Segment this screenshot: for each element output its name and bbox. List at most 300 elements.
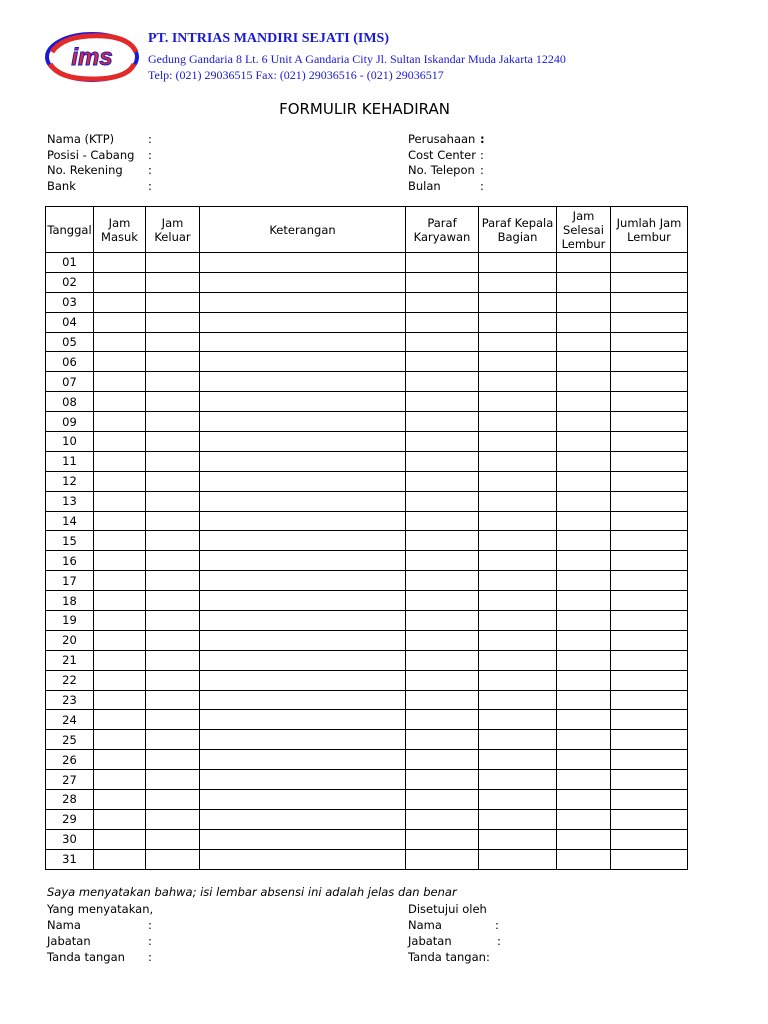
jam-masuk-cell[interactable]	[94, 611, 146, 631]
day-cell: 21	[46, 650, 94, 670]
paraf-kepala-cell[interactable]	[479, 451, 557, 471]
info-label-cost-center: Cost Center	[408, 148, 476, 162]
table-row	[46, 332, 688, 352]
jam-masuk-cell[interactable]	[94, 511, 146, 531]
info-colon: :	[148, 132, 152, 146]
jumlah-jam-cell[interactable]	[611, 253, 688, 273]
sign-label-tanda-tangan: Tanda tangan	[47, 950, 125, 964]
table-row	[46, 690, 688, 710]
keterangan-cell[interactable]	[200, 770, 406, 790]
keterangan-cell[interactable]	[200, 630, 406, 650]
jumlah-jam-cell[interactable]	[611, 471, 688, 491]
day-cell: 02	[46, 272, 94, 292]
paraf-karyawan-cell[interactable]	[406, 412, 479, 432]
jam-keluar-cell[interactable]	[146, 551, 200, 571]
paraf-kepala-cell[interactable]	[479, 730, 557, 750]
jam-masuk-cell[interactable]	[94, 451, 146, 471]
sign-colon: :	[148, 934, 152, 948]
jam-masuk-cell[interactable]	[94, 432, 146, 452]
day-cell: 06	[46, 352, 94, 372]
jam-masuk-cell[interactable]	[94, 531, 146, 551]
jam-keluar-cell[interactable]	[146, 491, 200, 511]
keterangan-cell[interactable]	[200, 809, 406, 829]
table-row	[46, 710, 688, 730]
jam-keluar-cell[interactable]	[146, 750, 200, 770]
paraf-karyawan-cell[interactable]	[406, 332, 479, 352]
paraf-karyawan-cell[interactable]	[406, 849, 479, 869]
jam-keluar-cell[interactable]	[146, 412, 200, 432]
day-cell: 26	[46, 750, 94, 770]
keterangan-cell[interactable]	[200, 829, 406, 849]
paraf-kepala-cell[interactable]	[479, 392, 557, 412]
jam-masuk-cell[interactable]	[94, 292, 146, 312]
jam-selesai-cell[interactable]	[557, 451, 611, 471]
jam-masuk-cell[interactable]	[94, 790, 146, 810]
paraf-karyawan-cell[interactable]	[406, 690, 479, 710]
header-paraf-karyawan: Paraf Karyawan	[406, 207, 479, 253]
jam-selesai-cell[interactable]	[557, 511, 611, 531]
paraf-kepala-cell[interactable]	[479, 372, 557, 392]
day-cell: 07	[46, 372, 94, 392]
jam-selesai-cell[interactable]	[557, 690, 611, 710]
jam-keluar-cell[interactable]	[146, 372, 200, 392]
keterangan-cell[interactable]	[200, 332, 406, 352]
jam-keluar-cell[interactable]	[146, 670, 200, 690]
jam-selesai-cell[interactable]	[557, 849, 611, 869]
header-jumlah-jam-lembur: Jumlah Jam Lembur	[611, 207, 688, 253]
paraf-kepala-cell[interactable]	[479, 809, 557, 829]
company-name: PT. INTRIAS MANDIRI SEJATI (IMS)	[148, 31, 390, 46]
jam-keluar-cell[interactable]	[146, 611, 200, 631]
approver-label-tanda-tangan: Tanda tangan:	[408, 950, 490, 964]
jam-masuk-cell[interactable]	[94, 272, 146, 292]
paraf-kepala-cell[interactable]	[479, 551, 557, 571]
paraf-kepala-cell[interactable]	[479, 630, 557, 650]
left-heading: Yang menyatakan,	[47, 902, 154, 916]
jumlah-jam-cell[interactable]	[611, 690, 688, 710]
paraf-karyawan-cell[interactable]	[406, 790, 479, 810]
keterangan-cell[interactable]	[200, 750, 406, 770]
jumlah-jam-cell[interactable]	[611, 292, 688, 312]
day-cell: 14	[46, 511, 94, 531]
day-cell: 12	[46, 471, 94, 491]
day-cell: 03	[46, 292, 94, 312]
paraf-karyawan-cell[interactable]	[406, 770, 479, 790]
jam-keluar-cell[interactable]	[146, 710, 200, 730]
jam-masuk-cell[interactable]	[94, 372, 146, 392]
jam-selesai-cell[interactable]	[557, 352, 611, 372]
jumlah-jam-cell[interactable]	[611, 670, 688, 690]
jumlah-jam-cell[interactable]	[611, 849, 688, 869]
jumlah-jam-cell[interactable]	[611, 312, 688, 332]
jam-keluar-cell[interactable]	[146, 352, 200, 372]
info-label-bulan: Bulan	[408, 179, 441, 193]
keterangan-cell[interactable]	[200, 432, 406, 452]
day-cell: 16	[46, 551, 94, 571]
jumlah-jam-cell[interactable]	[611, 332, 688, 352]
paraf-karyawan-cell[interactable]	[406, 611, 479, 631]
info-colon: :	[480, 163, 484, 177]
jumlah-jam-cell[interactable]	[611, 809, 688, 829]
day-cell: 31	[46, 849, 94, 869]
paraf-kepala-cell[interactable]	[479, 292, 557, 312]
approver-colon: :	[495, 918, 499, 932]
keterangan-cell[interactable]	[200, 790, 406, 810]
table-row	[46, 650, 688, 670]
paraf-kepala-cell[interactable]	[479, 690, 557, 710]
keterangan-cell[interactable]	[200, 491, 406, 511]
jam-selesai-cell[interactable]	[557, 392, 611, 412]
jam-selesai-cell[interactable]	[557, 412, 611, 432]
table-row	[46, 809, 688, 829]
sign-colon: :	[148, 950, 152, 964]
keterangan-cell[interactable]	[200, 611, 406, 631]
jam-keluar-cell[interactable]	[146, 809, 200, 829]
day-cell: 23	[46, 690, 94, 710]
day-cell: 04	[46, 312, 94, 332]
jam-selesai-cell[interactable]	[557, 770, 611, 790]
table-row	[46, 630, 688, 650]
keterangan-cell[interactable]	[200, 392, 406, 412]
paraf-karyawan-cell[interactable]	[406, 491, 479, 511]
jam-selesai-cell[interactable]	[557, 630, 611, 650]
right-heading: Disetujui oleh	[408, 902, 487, 916]
keterangan-cell[interactable]	[200, 272, 406, 292]
keterangan-cell[interactable]	[200, 710, 406, 730]
approver-label-nama: Nama	[408, 918, 442, 932]
jam-keluar-cell[interactable]	[146, 690, 200, 710]
day-cell: 13	[46, 491, 94, 511]
jam-masuk-cell[interactable]	[94, 253, 146, 273]
jumlah-jam-cell[interactable]	[611, 372, 688, 392]
keterangan-cell[interactable]	[200, 352, 406, 372]
approver-label-jabatan: Jabatan	[408, 934, 452, 948]
sign-label-nama: Nama	[47, 918, 81, 932]
paraf-karyawan-cell[interactable]	[406, 670, 479, 690]
jam-keluar-cell[interactable]	[146, 849, 200, 869]
jam-selesai-cell[interactable]	[557, 253, 611, 273]
keterangan-cell[interactable]	[200, 312, 406, 332]
day-cell: 18	[46, 591, 94, 611]
jam-masuk-cell[interactable]	[94, 690, 146, 710]
keterangan-cell[interactable]	[200, 571, 406, 591]
paraf-karyawan-cell[interactable]	[406, 710, 479, 730]
jam-selesai-cell[interactable]	[557, 790, 611, 810]
jam-keluar-cell[interactable]	[146, 571, 200, 591]
jam-selesai-cell[interactable]	[557, 710, 611, 730]
keterangan-cell[interactable]	[200, 690, 406, 710]
jam-selesai-cell[interactable]	[557, 432, 611, 452]
jam-keluar-cell[interactable]	[146, 790, 200, 810]
jam-masuk-cell[interactable]	[94, 630, 146, 650]
jumlah-jam-cell[interactable]	[611, 571, 688, 591]
jumlah-jam-cell[interactable]	[611, 352, 688, 372]
jumlah-jam-cell[interactable]	[611, 650, 688, 670]
jam-masuk-cell[interactable]	[94, 332, 146, 352]
header-keterangan: Keterangan	[200, 207, 406, 253]
header-jam-selesai-lembur: Jam Selesai Lembur	[557, 207, 611, 253]
paraf-karyawan-cell[interactable]	[406, 471, 479, 491]
jumlah-jam-cell[interactable]	[611, 750, 688, 770]
jam-selesai-cell[interactable]	[557, 372, 611, 392]
day-cell: 01	[46, 253, 94, 273]
jam-selesai-cell[interactable]	[557, 591, 611, 611]
paraf-kepala-cell[interactable]	[479, 829, 557, 849]
day-cell: 19	[46, 611, 94, 631]
jam-keluar-cell[interactable]	[146, 332, 200, 352]
jam-selesai-cell[interactable]	[557, 312, 611, 332]
table-row	[46, 352, 688, 372]
jumlah-jam-cell[interactable]	[611, 551, 688, 571]
paraf-kepala-cell[interactable]	[479, 611, 557, 631]
day-cell: 28	[46, 790, 94, 810]
jam-masuk-cell[interactable]	[94, 650, 146, 670]
paraf-karyawan-cell[interactable]	[406, 312, 479, 332]
jam-masuk-cell[interactable]	[94, 710, 146, 730]
jam-selesai-cell[interactable]	[557, 332, 611, 352]
day-cell: 17	[46, 571, 94, 591]
jam-selesai-cell[interactable]	[557, 272, 611, 292]
paraf-kepala-cell[interactable]	[479, 332, 557, 352]
paraf-kepala-cell[interactable]	[479, 790, 557, 810]
jam-keluar-cell[interactable]	[146, 432, 200, 452]
jam-selesai-cell[interactable]	[557, 829, 611, 849]
jumlah-jam-cell[interactable]	[611, 491, 688, 511]
jam-selesai-cell[interactable]	[557, 292, 611, 312]
form-title: FORMULIR KEHADIRAN	[279, 100, 450, 118]
jam-masuk-cell[interactable]	[94, 829, 146, 849]
company-address: Gedung Gandaria 8 Lt. 6 Unit A Gandaria City Jl. Sultan Iskandar Muda Jakarta 12240	[148, 52, 566, 66]
table-row	[46, 790, 688, 810]
jumlah-jam-cell[interactable]	[611, 591, 688, 611]
jumlah-jam-cell[interactable]	[611, 272, 688, 292]
paraf-kepala-cell[interactable]	[479, 272, 557, 292]
jam-selesai-cell[interactable]	[557, 571, 611, 591]
paraf-kepala-cell[interactable]	[479, 471, 557, 491]
keterangan-cell[interactable]	[200, 670, 406, 690]
keterangan-cell[interactable]	[200, 511, 406, 531]
keterangan-cell[interactable]	[200, 730, 406, 750]
jam-masuk-cell[interactable]	[94, 849, 146, 869]
paraf-karyawan-cell[interactable]	[406, 829, 479, 849]
jumlah-jam-cell[interactable]	[611, 392, 688, 412]
jam-keluar-cell[interactable]	[146, 531, 200, 551]
jam-selesai-cell[interactable]	[557, 670, 611, 690]
jam-selesai-cell[interactable]	[557, 531, 611, 551]
table-row	[46, 750, 688, 770]
paraf-karyawan-cell[interactable]	[406, 352, 479, 372]
info-label-nama: Nama (KTP)	[47, 132, 115, 146]
jumlah-jam-cell[interactable]	[611, 412, 688, 432]
jam-keluar-cell[interactable]	[146, 591, 200, 611]
jam-keluar-cell[interactable]	[146, 770, 200, 790]
paraf-kepala-cell[interactable]	[479, 352, 557, 372]
jam-keluar-cell[interactable]	[146, 253, 200, 273]
jam-selesai-cell[interactable]	[557, 551, 611, 571]
paraf-karyawan-cell[interactable]	[406, 730, 479, 750]
jumlah-jam-cell[interactable]	[611, 790, 688, 810]
paraf-kepala-cell[interactable]	[479, 571, 557, 591]
paraf-karyawan-cell[interactable]	[406, 571, 479, 591]
jam-masuk-cell[interactable]	[94, 392, 146, 412]
jam-selesai-cell[interactable]	[557, 750, 611, 770]
jam-keluar-cell[interactable]	[146, 730, 200, 750]
paraf-kepala-cell[interactable]	[479, 312, 557, 332]
paraf-kepala-cell[interactable]	[479, 591, 557, 611]
paraf-karyawan-cell[interactable]	[406, 591, 479, 611]
keterangan-cell[interactable]	[200, 451, 406, 471]
paraf-karyawan-cell[interactable]	[406, 650, 479, 670]
jam-keluar-cell[interactable]	[146, 511, 200, 531]
jam-selesai-cell[interactable]	[557, 809, 611, 829]
info-label-posisi: Posisi - Cabang	[47, 148, 135, 162]
paraf-kepala-cell[interactable]	[479, 432, 557, 452]
jumlah-jam-cell[interactable]	[611, 770, 688, 790]
header-paraf-kepala-bagian: Paraf Kepala Bagian	[479, 207, 557, 253]
keterangan-cell[interactable]	[200, 591, 406, 611]
jumlah-jam-cell[interactable]	[611, 829, 688, 849]
jam-masuk-cell[interactable]	[94, 770, 146, 790]
jam-masuk-cell[interactable]	[94, 809, 146, 829]
jam-selesai-cell[interactable]	[557, 730, 611, 750]
jam-masuk-cell[interactable]	[94, 591, 146, 611]
info-label-bank: Bank	[47, 179, 76, 193]
keterangan-cell[interactable]	[200, 471, 406, 491]
table-row	[46, 611, 688, 631]
jam-masuk-cell[interactable]	[94, 750, 146, 770]
table-row	[46, 292, 688, 312]
jam-masuk-cell[interactable]	[94, 730, 146, 750]
jumlah-jam-cell[interactable]	[611, 511, 688, 531]
jam-keluar-cell[interactable]	[146, 312, 200, 332]
day-cell: 22	[46, 670, 94, 690]
jam-masuk-cell[interactable]	[94, 551, 146, 571]
jam-masuk-cell[interactable]	[94, 412, 146, 432]
keterangan-cell[interactable]	[200, 849, 406, 869]
jam-masuk-cell[interactable]	[94, 471, 146, 491]
info-colon: :	[480, 132, 485, 146]
svg-text:ims: ims	[71, 44, 113, 71]
table-row	[46, 551, 688, 571]
paraf-karyawan-cell[interactable]	[406, 531, 479, 551]
header-jam-keluar: Jam Keluar	[146, 207, 200, 253]
jam-selesai-cell[interactable]	[557, 650, 611, 670]
paraf-karyawan-cell[interactable]	[406, 292, 479, 312]
jam-masuk-cell[interactable]	[94, 491, 146, 511]
paraf-karyawan-cell[interactable]	[406, 392, 479, 412]
keterangan-cell[interactable]	[200, 253, 406, 273]
keterangan-cell[interactable]	[200, 292, 406, 312]
jam-keluar-cell[interactable]	[146, 272, 200, 292]
jumlah-jam-cell[interactable]	[611, 730, 688, 750]
paraf-kepala-cell[interactable]	[479, 710, 557, 730]
jam-keluar-cell[interactable]	[146, 630, 200, 650]
jam-keluar-cell[interactable]	[146, 451, 200, 471]
info-colon: :	[480, 179, 484, 193]
attendance-table	[45, 206, 688, 870]
info-label-telepon: No. Telepon	[408, 163, 475, 177]
paraf-karyawan-cell[interactable]	[406, 511, 479, 531]
day-cell: 11	[46, 451, 94, 471]
paraf-kepala-cell[interactable]	[479, 770, 557, 790]
jam-selesai-cell[interactable]	[557, 611, 611, 631]
paraf-kepala-cell[interactable]	[479, 412, 557, 432]
info-label-perusahaan: Perusahaan	[408, 132, 476, 146]
paraf-karyawan-cell[interactable]	[406, 253, 479, 273]
table-row	[46, 312, 688, 332]
paraf-karyawan-cell[interactable]	[406, 630, 479, 650]
jam-masuk-cell[interactable]	[94, 352, 146, 372]
paraf-karyawan-cell[interactable]	[406, 750, 479, 770]
jumlah-jam-cell[interactable]	[611, 432, 688, 452]
paraf-karyawan-cell[interactable]	[406, 372, 479, 392]
keterangan-cell[interactable]	[200, 551, 406, 571]
paraf-karyawan-cell[interactable]	[406, 809, 479, 829]
paraf-kepala-cell[interactable]	[479, 849, 557, 869]
jam-keluar-cell[interactable]	[146, 650, 200, 670]
statement-text: Saya menyatakan bahwa; isi lembar absensi ini adalah jelas dan benar	[47, 885, 457, 899]
table-row	[46, 372, 688, 392]
jam-masuk-cell[interactable]	[94, 670, 146, 690]
table-row	[46, 253, 688, 273]
paraf-kepala-cell[interactable]	[479, 750, 557, 770]
jumlah-jam-cell[interactable]	[611, 451, 688, 471]
jam-masuk-cell[interactable]	[94, 312, 146, 332]
jumlah-jam-cell[interactable]	[611, 630, 688, 650]
keterangan-cell[interactable]	[200, 372, 406, 392]
jam-keluar-cell[interactable]	[146, 471, 200, 491]
info-colon: :	[480, 148, 484, 162]
paraf-kepala-cell[interactable]	[479, 253, 557, 273]
paraf-karyawan-cell[interactable]	[406, 432, 479, 452]
keterangan-cell[interactable]	[200, 650, 406, 670]
table-row	[46, 471, 688, 491]
jam-selesai-cell[interactable]	[557, 471, 611, 491]
table-row	[46, 511, 688, 531]
info-colon: :	[148, 148, 152, 162]
approver-colon: :	[497, 934, 501, 948]
paraf-karyawan-cell[interactable]	[406, 451, 479, 471]
table-row	[46, 432, 688, 452]
info-colon: :	[148, 179, 152, 193]
jumlah-jam-cell[interactable]	[611, 531, 688, 551]
paraf-kepala-cell[interactable]	[479, 650, 557, 670]
keterangan-cell[interactable]	[200, 531, 406, 551]
table-row	[46, 412, 688, 432]
table-row	[46, 730, 688, 750]
day-cell: 05	[46, 332, 94, 352]
table-row	[46, 829, 688, 849]
paraf-kepala-cell[interactable]	[479, 670, 557, 690]
paraf-kepala-cell[interactable]	[479, 491, 557, 511]
day-cell: 25	[46, 730, 94, 750]
paraf-karyawan-cell[interactable]	[406, 551, 479, 571]
paraf-karyawan-cell[interactable]	[406, 272, 479, 292]
keterangan-cell[interactable]	[200, 412, 406, 432]
jam-keluar-cell[interactable]	[146, 292, 200, 312]
jumlah-jam-cell[interactable]	[611, 611, 688, 631]
jam-keluar-cell[interactable]	[146, 829, 200, 849]
day-cell: 15	[46, 531, 94, 551]
header-jam-masuk: Jam Masuk	[94, 207, 146, 253]
jam-keluar-cell[interactable]	[146, 392, 200, 412]
jam-masuk-cell[interactable]	[94, 571, 146, 591]
paraf-kepala-cell[interactable]	[479, 511, 557, 531]
table-row	[46, 272, 688, 292]
jumlah-jam-cell[interactable]	[611, 710, 688, 730]
jam-selesai-cell[interactable]	[557, 491, 611, 511]
paraf-kepala-cell[interactable]	[479, 531, 557, 551]
